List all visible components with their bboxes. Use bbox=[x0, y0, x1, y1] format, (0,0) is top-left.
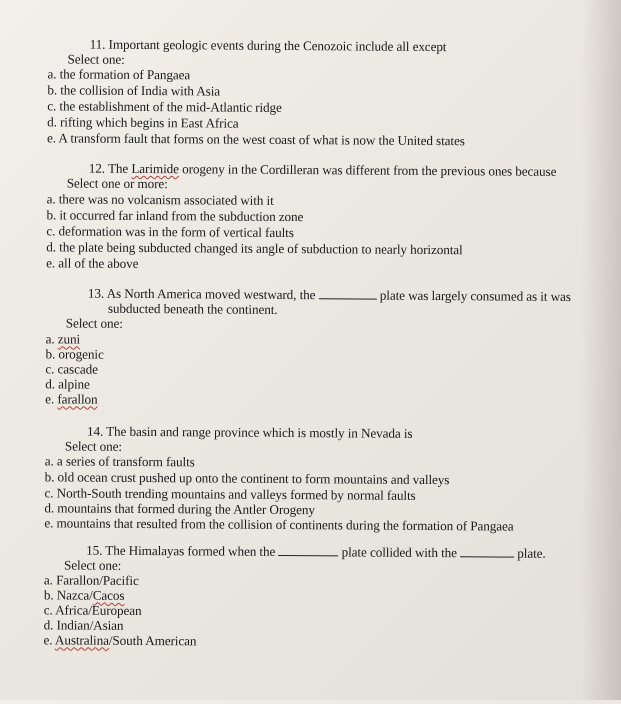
q13-option-a-text: zuni bbox=[57, 331, 81, 347]
q14-option-e[interactable]: e. mountains that resulted from the collision of continents during the formation of Pangaea bbox=[44, 515, 514, 534]
q12-option-c[interactable]: c. deformation was in the form of vertical faults bbox=[46, 223, 294, 241]
q12-title-prefix: 12. The bbox=[88, 160, 132, 176]
q12-option-d[interactable]: d. the plate being subducted changed its angle of subduction to nearly horizontal bbox=[46, 239, 463, 258]
q15-option-e[interactable] bbox=[43, 632, 196, 648]
q13-option-c-letter: c. bbox=[45, 361, 58, 377]
q12-option-b[interactable]: b. it occurred far inland from the subduction zone bbox=[46, 207, 304, 225]
q13-title-part2: plate was largely consumed as it was bbox=[379, 287, 571, 304]
q15-option-b-text: b. Nazca/ bbox=[43, 587, 93, 603]
q13-instruction: Select one: bbox=[65, 315, 123, 331]
q12-title-misspelled-word: Larimide bbox=[131, 160, 179, 177]
q13-option-e-text: farallon bbox=[57, 391, 98, 407]
q13-option-b[interactable] bbox=[45, 346, 103, 361]
q13-option-e[interactable] bbox=[45, 391, 97, 406]
q13-option-b-text: orogenic bbox=[58, 346, 104, 362]
q11-title: 11. Important geologic events during the Cenozoic include all except bbox=[89, 36, 447, 55]
q15-option-e-suffix: /South American bbox=[108, 632, 197, 649]
q15-option-a[interactable] bbox=[44, 572, 139, 588]
q15-option-c-text: c. Africa/European bbox=[43, 602, 142, 619]
q14-option-a[interactable]: a. a series of transform faults bbox=[44, 453, 195, 470]
q13-option-c-text: cascade bbox=[57, 361, 98, 377]
q13-option-e-letter: e. bbox=[45, 391, 58, 407]
q11-instruction: Select one: bbox=[67, 51, 125, 67]
q15-instruction: Select one: bbox=[64, 557, 122, 573]
q13-option-a-letter: a. bbox=[45, 331, 58, 347]
q15-answer-blank-2[interactable] bbox=[460, 545, 514, 557]
q13-option-a[interactable] bbox=[46, 331, 81, 346]
q12-instruction: Select one or more: bbox=[66, 175, 168, 192]
q11-option-a[interactable]: a. the formation of Pangaea bbox=[47, 66, 191, 83]
q15-option-d[interactable] bbox=[44, 617, 124, 633]
q15-title bbox=[86, 543, 546, 561]
q14-title: 14. The basin and range province which is mostly in Nevada is bbox=[86, 423, 413, 441]
q13-option-d-text: alpine bbox=[58, 376, 90, 392]
q13-title-part1: 13. As North America moved westward, the bbox=[87, 285, 316, 303]
q14-instruction: Select one: bbox=[64, 438, 123, 454]
q14-option-c[interactable]: c. North-South trending mountains and valleys formed by normal faults bbox=[44, 485, 416, 503]
q15-title-part1: 15. The Himalayas formed when the bbox=[86, 542, 276, 559]
q14-option-b[interactable]: b. old ocean crust pushed up onto the continent to form mountains and valleys bbox=[44, 469, 450, 488]
q11-option-d[interactable]: d. rifting which begins in East Africa bbox=[47, 114, 239, 131]
q15-option-d-text: d. Indian/Asian bbox=[43, 617, 124, 633]
q15-option-c[interactable] bbox=[44, 602, 142, 618]
q13-answer-blank[interactable] bbox=[319, 287, 377, 299]
q15-option-b-misspelled: Cacos bbox=[92, 587, 125, 603]
q15-option-e-prefix: e. bbox=[43, 632, 56, 648]
q12-option-a[interactable]: a. there was no volcanism associated with it bbox=[46, 191, 274, 208]
q11-option-e[interactable]: e. A transform fault that forms on the west coast of what is now the United states bbox=[46, 130, 465, 149]
q11-option-c[interactable]: c. the establishment of the mid-Atlantic ridge bbox=[47, 98, 282, 115]
q13-option-d[interactable] bbox=[45, 376, 90, 391]
q12-option-e[interactable]: e. all of the above bbox=[46, 255, 139, 271]
q11-option-b[interactable]: b. the collision of India with Asia bbox=[47, 82, 221, 99]
q12-title-suffix: orogeny in the Cordilleran was different from the previous ones because bbox=[178, 161, 557, 179]
q14-option-d[interactable]: d. mountains that formed during the Antler Orogeny bbox=[44, 500, 315, 518]
page-edge-shadow bbox=[581, 0, 621, 700]
q15-title-part2: plate collided with the bbox=[341, 544, 457, 561]
q13-option-d-letter: d. bbox=[45, 376, 59, 392]
q15-option-e-misspelled: Australina bbox=[54, 632, 109, 648]
q15-answer-blank-1[interactable] bbox=[278, 544, 338, 556]
q13-option-b-letter: b. bbox=[45, 346, 59, 362]
q13-option-c[interactable] bbox=[45, 361, 98, 376]
q15-option-a-text: a. Farallon/Pacific bbox=[43, 572, 139, 588]
q13-title-line2: subducted beneath the continent. bbox=[107, 300, 278, 317]
q15-option-b[interactable] bbox=[44, 587, 125, 603]
q15-title-part3: plate. bbox=[517, 545, 546, 561]
